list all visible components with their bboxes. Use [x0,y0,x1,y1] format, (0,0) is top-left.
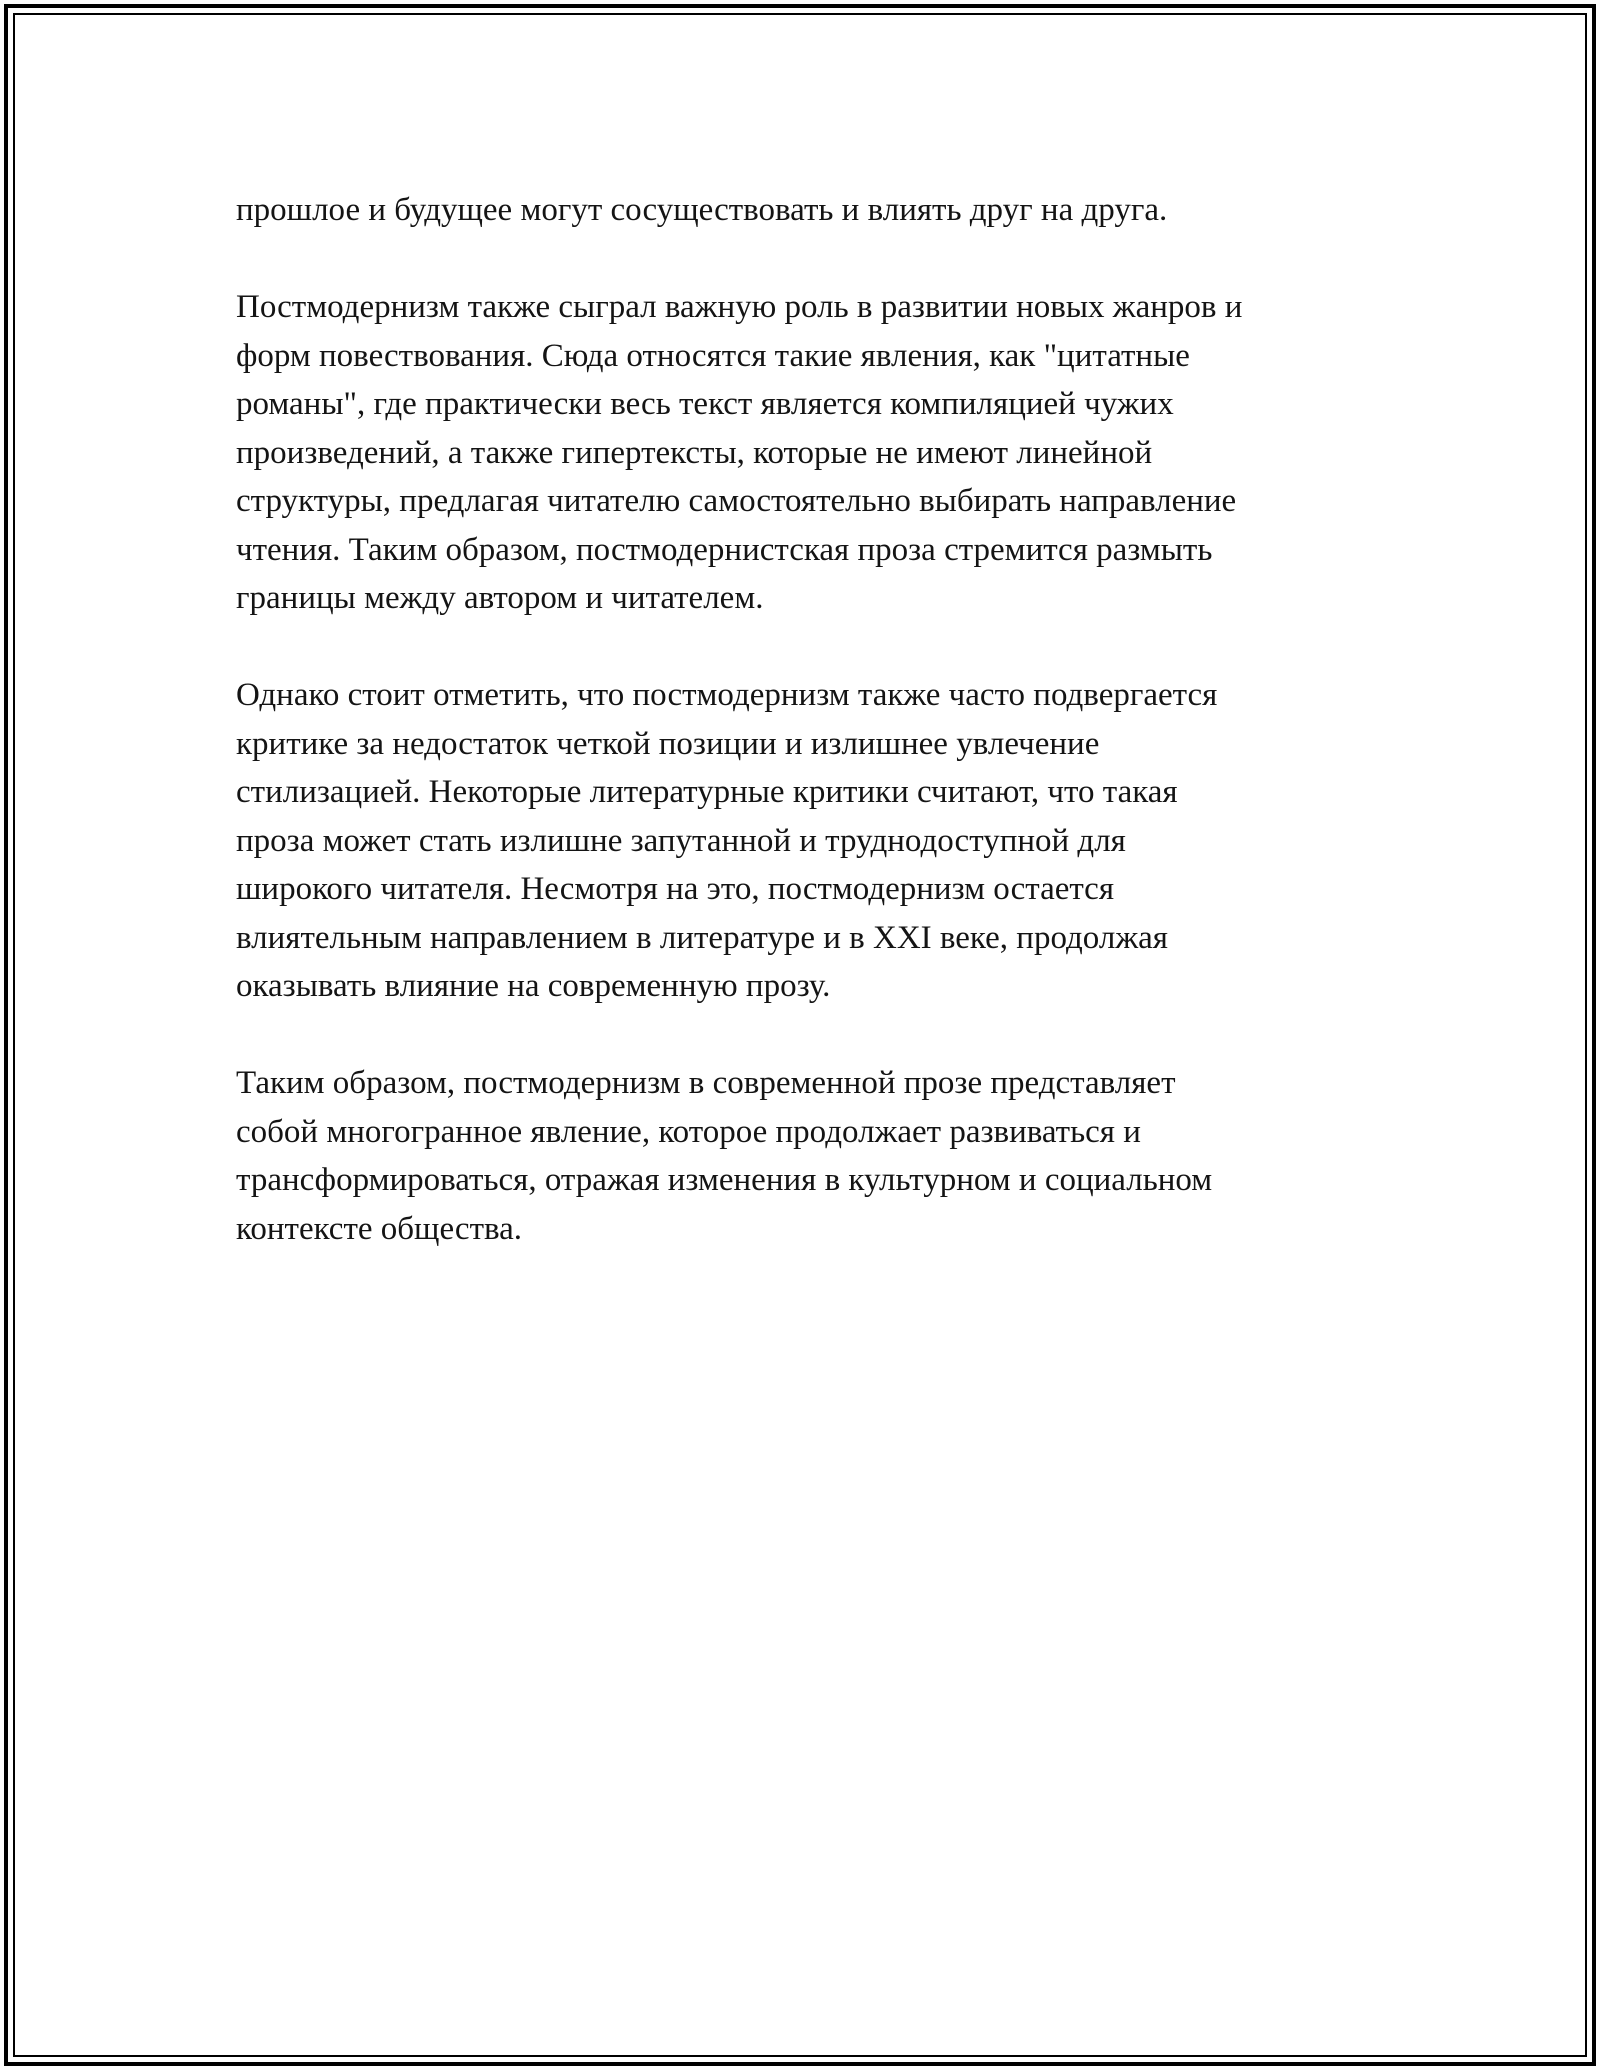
text-line: форм повествования. Сюда относятся такие явления, как "цитатные [236,337,1190,374]
text-line: границы между автором и читателем. [236,580,764,616]
text-line: прошлое и будущее могут сосуществовать и влиять друг на друга. [236,192,1168,228]
text-line: Однако стоит отметить, что постмодернизм также часто подвергается [236,677,1218,713]
text-line: Постмодернизм также сыграл важную роль в развитии новых жанров и [236,289,1243,325]
text-line: структуры, предлагая читателю самостоятельно выбирать направление [236,483,1237,519]
text-line: Таким образом, постмодернизм в современной прозе представляет [236,1065,1176,1101]
text-line: контексте общества. [236,1210,523,1247]
text-line: проза может стать излишне запутанной и труднодоступной для [236,822,1126,859]
document-body [236,186,1416,1302]
paragraph-2 [236,283,1416,623]
text-line: влиятельным направлением в литературе и в XXI веке, продолжая [236,919,1168,956]
text-line: широкого читателя. Несмотря на это, постмодернизм остается [236,871,1115,907]
text-line: оказывать влияние на современную прозу. [236,968,831,1004]
paragraph-4 [236,1059,1416,1253]
text-line: критике за недостаток четкой позиции и излишнее увлечение [236,725,1100,762]
paragraph-3 [236,671,1416,1011]
text-line: произведений, а также гипертексты, которые не имеют линейной [236,434,1153,471]
text-line: романы", где практически весь текст является компиляцией чужих [236,386,1174,422]
paragraph-1 [236,186,1416,235]
text-line: чтения. Таким образом, постмодернистская проза стремится размыть [236,531,1213,568]
text-line: стилизацией. Некоторые литературные критики считают, что такая [236,774,1178,810]
text-line: собой многогранное явление, которое продолжает развиваться и [236,1113,1141,1150]
text-line: трансформироваться, отражая изменения в культурном и социальном [236,1162,1213,1198]
